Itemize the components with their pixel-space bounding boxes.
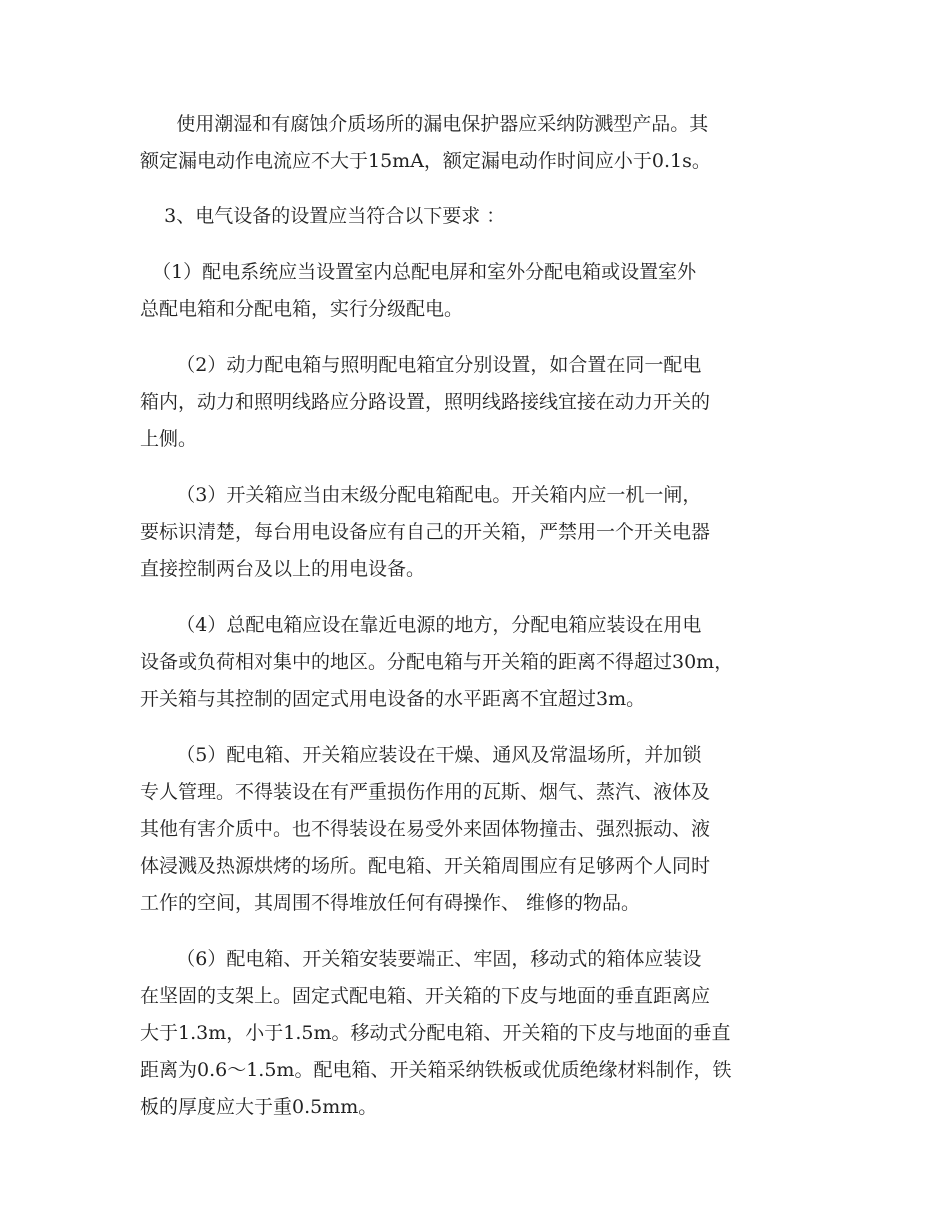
paragraph-leakage-protector — [140, 106, 812, 180]
text-line: 专人管理。不得装设在有严重损伤作用的瓦斯、烟气、蒸汽、液体及 — [140, 781, 711, 803]
paragraph-item-5 — [140, 737, 812, 922]
text-line: 箱内，动力和照明线路应分路设置，照明线路接线宜接在动力开关的 — [140, 391, 711, 413]
text-line: 使用潮湿和有腐蚀介质场所的漏电保护器应采纳防溅型产品。其 — [140, 113, 709, 135]
text-line: 直接控制两台及以上的用电设备。 — [140, 558, 426, 580]
text-line: 额定漏电动作电流应不大于15mA，额定漏电动作时间应小于0.1s。 — [140, 150, 711, 172]
text-line: 大于1.3m，小于1.5m。移动式分配电箱、开关箱的下皮与地面的垂直 — [140, 1022, 731, 1044]
text-line: 开关箱与其控制的固定式用电设备的水平距离不宜超过3m。 — [140, 688, 646, 710]
text-line: 3、电气设备的设置应当符合以下要求 ： — [140, 205, 506, 227]
text-line: （1）配电系统应当设置室内总配电屏和室外分配电箱或设置室外 — [140, 261, 697, 283]
paragraph-item-3 — [140, 477, 812, 588]
text-line: 总配电箱和分配电箱，实行分级配电。 — [140, 298, 464, 320]
text-line: 工作的空间，其周围不得堆放任何有碍操作、 维修的物品。 — [140, 892, 641, 914]
text-line: （5）配电箱、开关箱应装设在干燥、通风及常温场所，并加锁 — [140, 744, 702, 766]
text-line: （3）开关箱应当由末级分配电箱配电。开关箱内应一机一闸， — [140, 484, 702, 506]
text-line: 距离为0.6～1.5m。配电箱、开关箱采纳铁板或优质绝缘材料制作，铁 — [140, 1059, 732, 1081]
text-line: （2）动力配电箱与照明配电箱宜分别设置，如合置在同一配电 — [140, 354, 702, 376]
paragraph-item-2 — [140, 347, 812, 458]
text-line: 在坚固的支架上。固定式配电箱、开关箱的下皮与地面的垂直距离应 — [140, 985, 711, 1007]
text-line: 要标识清楚，每台用电设备应有自己的开关箱，严禁用一个开关电器 — [140, 521, 711, 543]
text-line: 上侧。 — [140, 428, 198, 450]
paragraph-item-6 — [140, 941, 812, 1126]
text-line: （4）总配电箱应设在靠近电源的地方，分配电箱应装设在用电 — [140, 614, 702, 636]
text-line: 体浸溅及热源烘烤的场所。配电箱、开关箱周围应有足够两个人同时 — [140, 855, 711, 877]
text-line: 其他有害介质中。也不得装设在易受外来固体物撞击、强烈振动、液 — [140, 818, 711, 840]
document-body — [140, 106, 812, 1126]
section-heading-equipment-requirements — [140, 198, 812, 235]
text-line: （6）配电箱、开关箱安装要端正、牢固，移动式的箱体应装设 — [140, 948, 702, 970]
paragraph-item-1 — [140, 254, 812, 328]
text-line: 板的厚度应大于重0.5mm。 — [140, 1096, 378, 1118]
text-line: 设备或负荷相对集中的地区。分配电箱与开关箱的距离不得超过30m， — [140, 651, 734, 673]
paragraph-item-4 — [140, 607, 812, 718]
